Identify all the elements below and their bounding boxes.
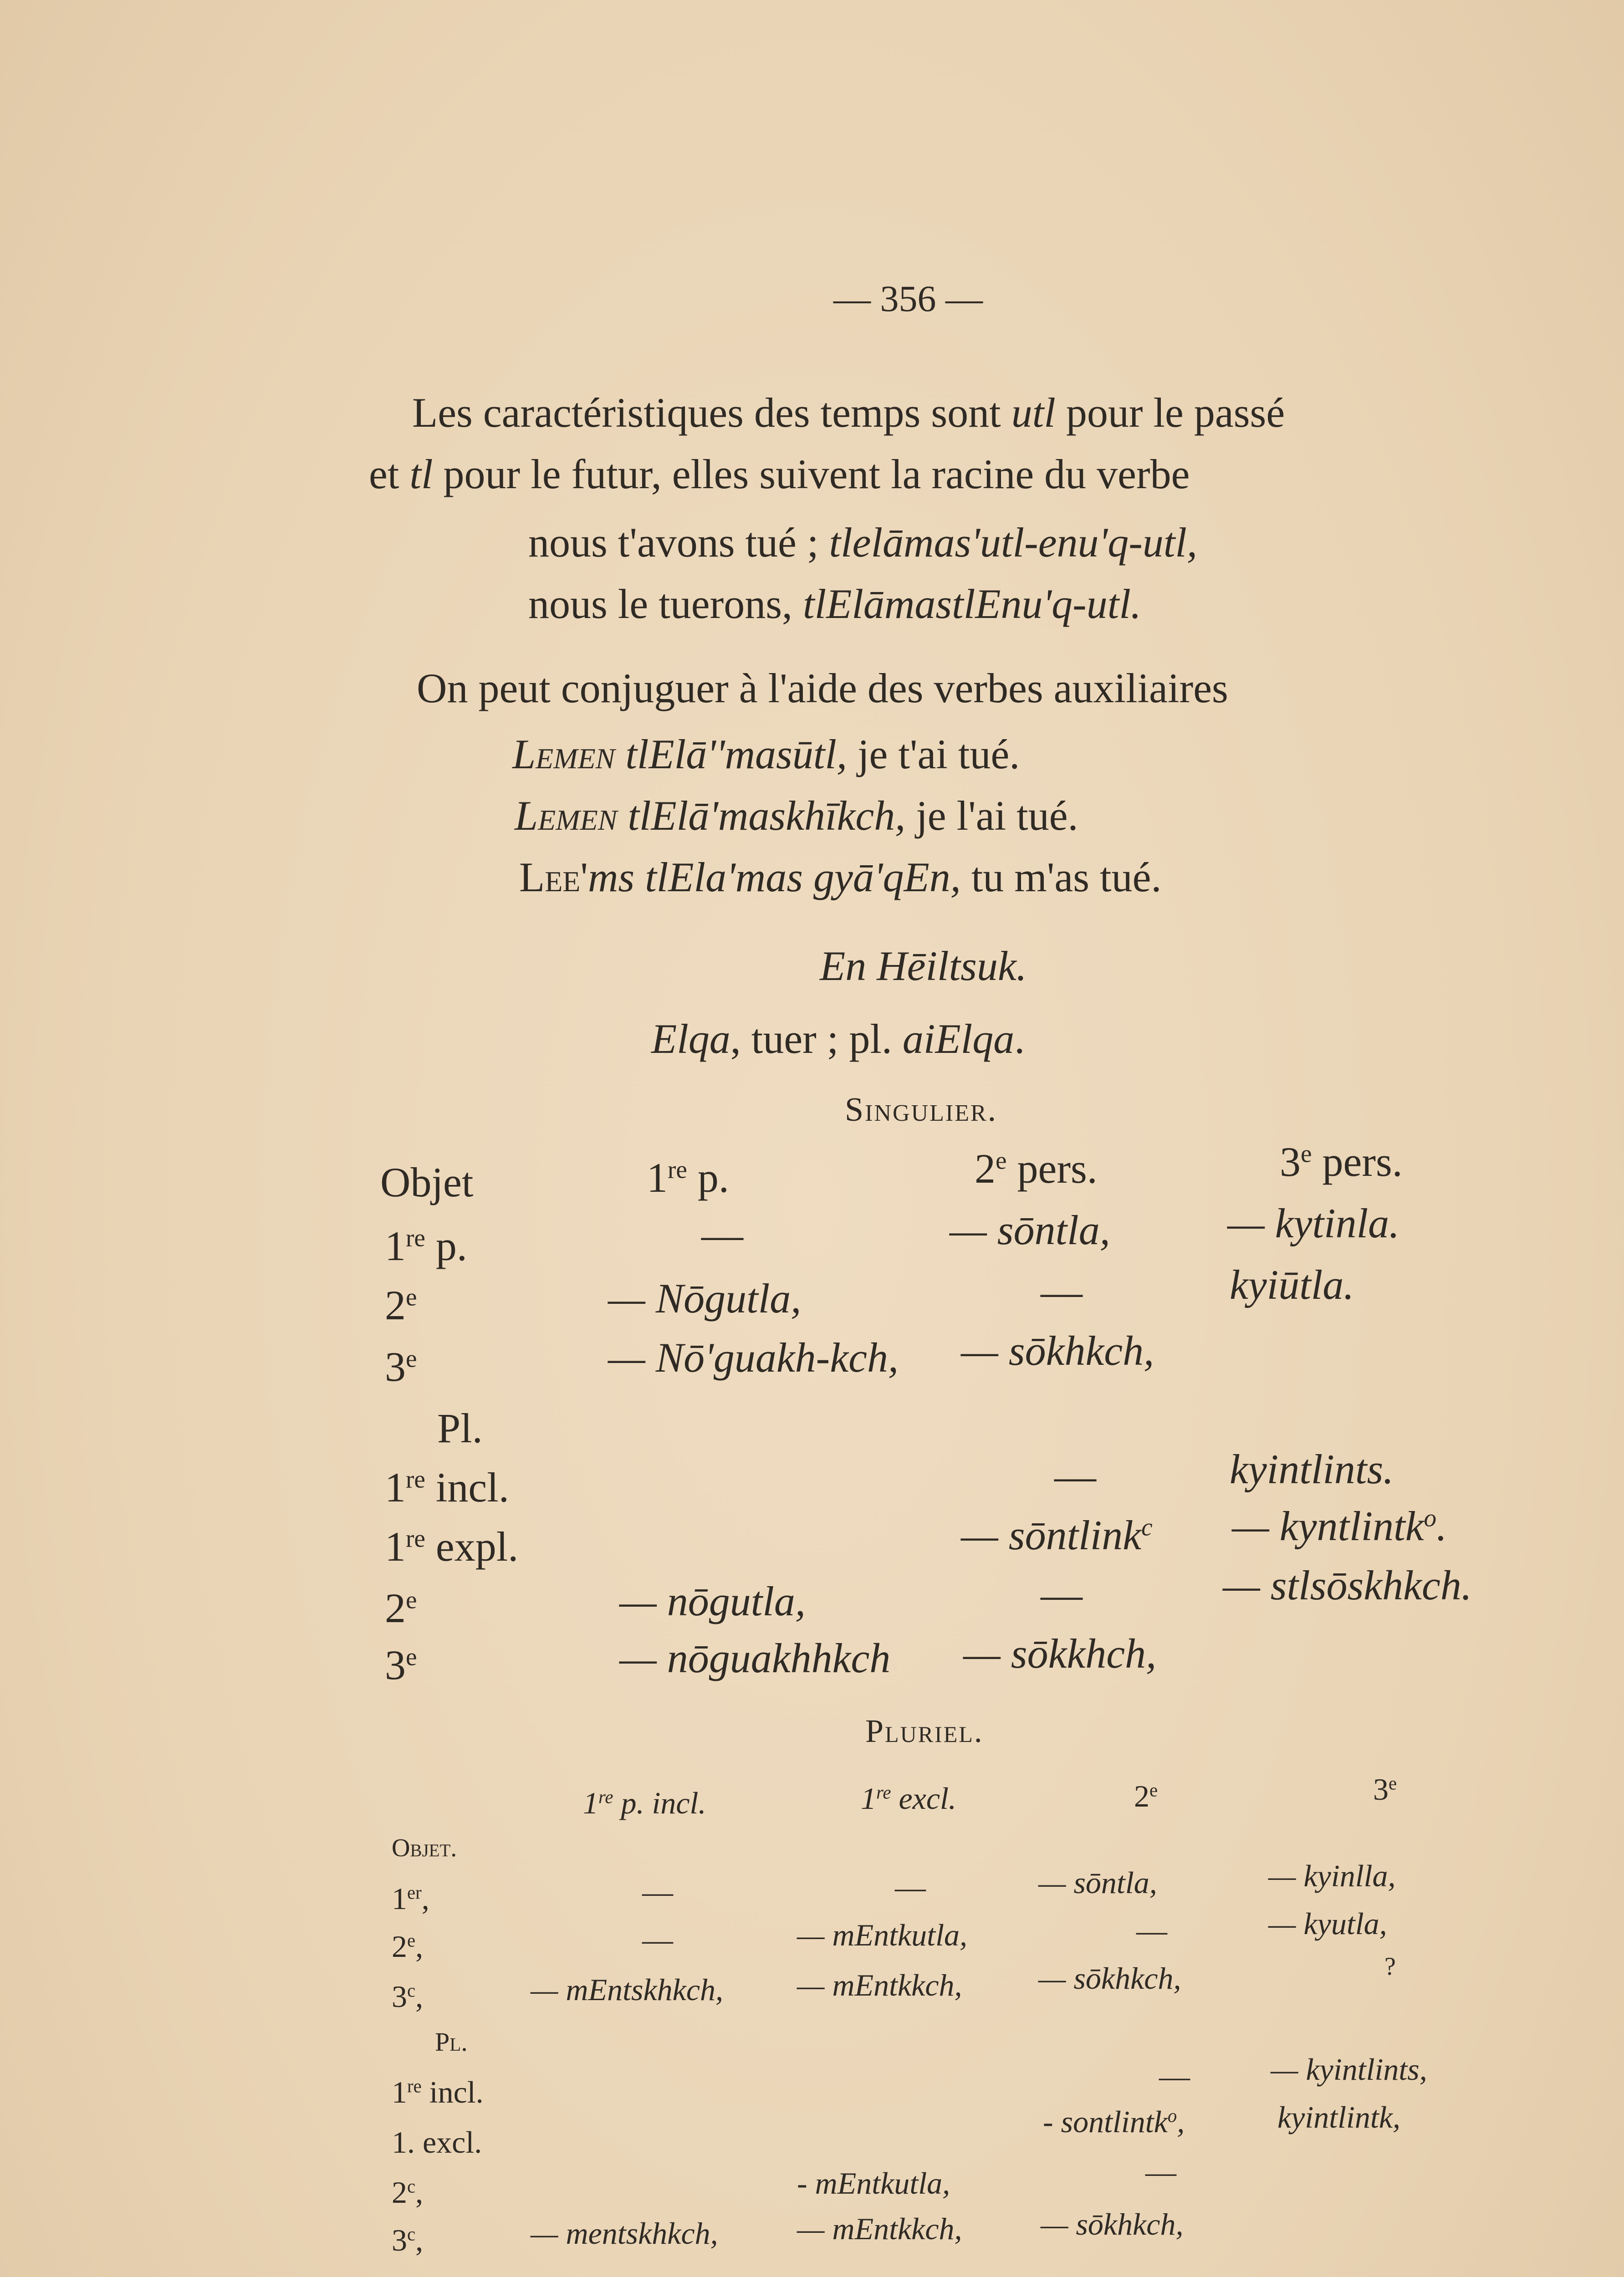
- pluriel-cell: — sōkhkch,: [1038, 1961, 1181, 1996]
- intro-line-1: Les caractéristiques des temps sont utl pour le passé: [412, 389, 1285, 436]
- aux-example-2: Lemen tlElā'maskhīkch, je l'ai tué.: [515, 792, 1078, 839]
- singulier-cell: — nōgutla,: [619, 1578, 806, 1624]
- singulier-col-1-header: 1re p.: [647, 1154, 729, 1201]
- singulier-cell: kyintlints.: [1230, 1446, 1394, 1492]
- singulier-row-label: 3e: [385, 1343, 417, 1390]
- singulier-cell: — kytinla.: [1227, 1200, 1400, 1246]
- pluriel-heading: Pluriel.: [865, 1713, 984, 1749]
- singulier-row-label: 2e: [385, 1585, 417, 1631]
- pluriel-row-label: 2$^c$,: [392, 2175, 424, 2210]
- singulier-cell: — nōguakhhkch: [619, 1635, 891, 1681]
- pluriel-cell: —: [895, 1870, 926, 1904]
- intro-line-2: et tl pour le futur, elles suivent la racine du verbe: [369, 451, 1190, 497]
- pluriel-row-label: 1er,: [392, 1881, 429, 1916]
- pluriel-col-3-header: 2e: [1134, 1779, 1158, 1813]
- heiltsuk-heading: En Hēiltsuk.: [820, 943, 1027, 989]
- pluriel-cell: —: [1145, 2154, 1176, 2189]
- singulier-cell: — stlsōskhkch.: [1223, 1562, 1472, 1608]
- pluriel-pl-label: Pl.: [435, 2027, 468, 2057]
- singulier-cell: — Nōgutla,: [608, 1275, 802, 1322]
- pluriel-cell: — mEntkkch,: [797, 1968, 962, 2002]
- singulier-col-3-header: 3e pers.: [1280, 1138, 1403, 1185]
- singulier-row-label: 2e: [385, 1282, 417, 1328]
- pluriel-cell: - sontlintk$^o$,: [1043, 2104, 1185, 2139]
- singulier-cell: —: [1041, 1268, 1083, 1315]
- singulier-cell: kyiūtla.: [1230, 1261, 1354, 1308]
- pluriel-row-label: 1re incl.: [392, 2075, 484, 2109]
- pluriel-cell: kyintlintk,: [1277, 2100, 1401, 2134]
- aux-line: On peut conjuguer à l'aide des verbes auxiliaires: [417, 665, 1228, 711]
- pluriel-col-2-header: 1re excl.: [861, 1781, 956, 1816]
- pluriel-cell: — mEntkutla,: [797, 1918, 967, 1952]
- aux-example-3: Lee'ms tlEla'mas gyā'qEn, tu m'as tué.: [519, 854, 1162, 900]
- singulier-objet-label: Objet: [380, 1159, 474, 1205]
- singulier-cell: — sōkkhch,: [963, 1630, 1157, 1677]
- pluriel-cell: — kyinlla,: [1268, 1858, 1396, 1893]
- singulier-cell: —: [1041, 1571, 1083, 1618]
- intro-example-2: nous le tuerons, tlElāmastlEnu'q-utl.: [528, 581, 1141, 627]
- singulier-cell: —: [1054, 1453, 1096, 1499]
- page-number: — 356 —: [833, 278, 983, 319]
- pluriel-objet-label: Objet.: [392, 1834, 457, 1862]
- pluriel-cell: —: [642, 1874, 673, 1909]
- pluriel-row-label: 3$^c$,: [392, 2223, 424, 2257]
- singulier-pl-label: Pl.: [437, 1405, 483, 1451]
- aux-example-1: Lemen tlElā''masūtl, je t'ai tué.: [512, 731, 1020, 777]
- pluriel-cell: — kyutla,: [1268, 1906, 1387, 1941]
- pluriel-row-label: 1. excl.: [392, 2125, 482, 2160]
- singulier-row-label: 1re incl.: [385, 1464, 509, 1511]
- pluriel-cell: —: [642, 1922, 673, 1957]
- pluriel-cell: —: [1159, 2059, 1190, 2093]
- pluriel-col-1-header: 1re p. incl.: [583, 1786, 706, 1820]
- singulier-cell: — kyntlintk$^o$.: [1232, 1503, 1447, 1549]
- pluriel-row-label: 2e,: [392, 1929, 424, 1964]
- singulier-row-label: 1re p.: [385, 1223, 467, 1269]
- pluriel-cell: - mEntkutla,: [797, 2166, 950, 2200]
- singulier-heading: Singulier.: [845, 1091, 998, 1128]
- singulier-cell: — sōkhkch,: [961, 1327, 1154, 1374]
- singulier-cell: — Nō'guakh-kch,: [608, 1334, 899, 1381]
- pluriel-cell: — kyintlints,: [1271, 2052, 1427, 2087]
- intro-example-1: nous t'avons tué ; tlelāmas'utl-enu'q-utl,: [528, 519, 1197, 566]
- pluriel-cell: — mentskhkch,: [531, 2216, 718, 2251]
- pluriel-cell: — sōkhkch,: [1041, 2207, 1184, 2241]
- singulier-row-label: 3e: [385, 1642, 417, 1688]
- singulier-cell: — sōntlink$^c$: [961, 1512, 1153, 1558]
- pluriel-col-4-header: 3e: [1373, 1772, 1397, 1807]
- heiltsuk-line: Elqa, tuer ; pl. aiElqa.: [651, 1016, 1025, 1062]
- pluriel-cell: — mEntkkch,: [797, 2211, 962, 2246]
- pluriel-row-label: 3$^c$,: [392, 1979, 424, 2014]
- singulier-cell: — sōntla,: [950, 1207, 1110, 1253]
- singulier-col-2-header: 2e pers.: [975, 1145, 1098, 1192]
- pluriel-cell: ?: [1384, 1952, 1396, 1981]
- singulier-cell: —: [701, 1211, 743, 1258]
- pluriel-cell: — mEntskhkch,: [531, 1972, 724, 2007]
- pluriel-cell: — sōntla,: [1038, 1865, 1157, 1900]
- pluriel-cell: —: [1136, 1913, 1167, 1948]
- singulier-row-label: 1re expl.: [385, 1523, 519, 1570]
